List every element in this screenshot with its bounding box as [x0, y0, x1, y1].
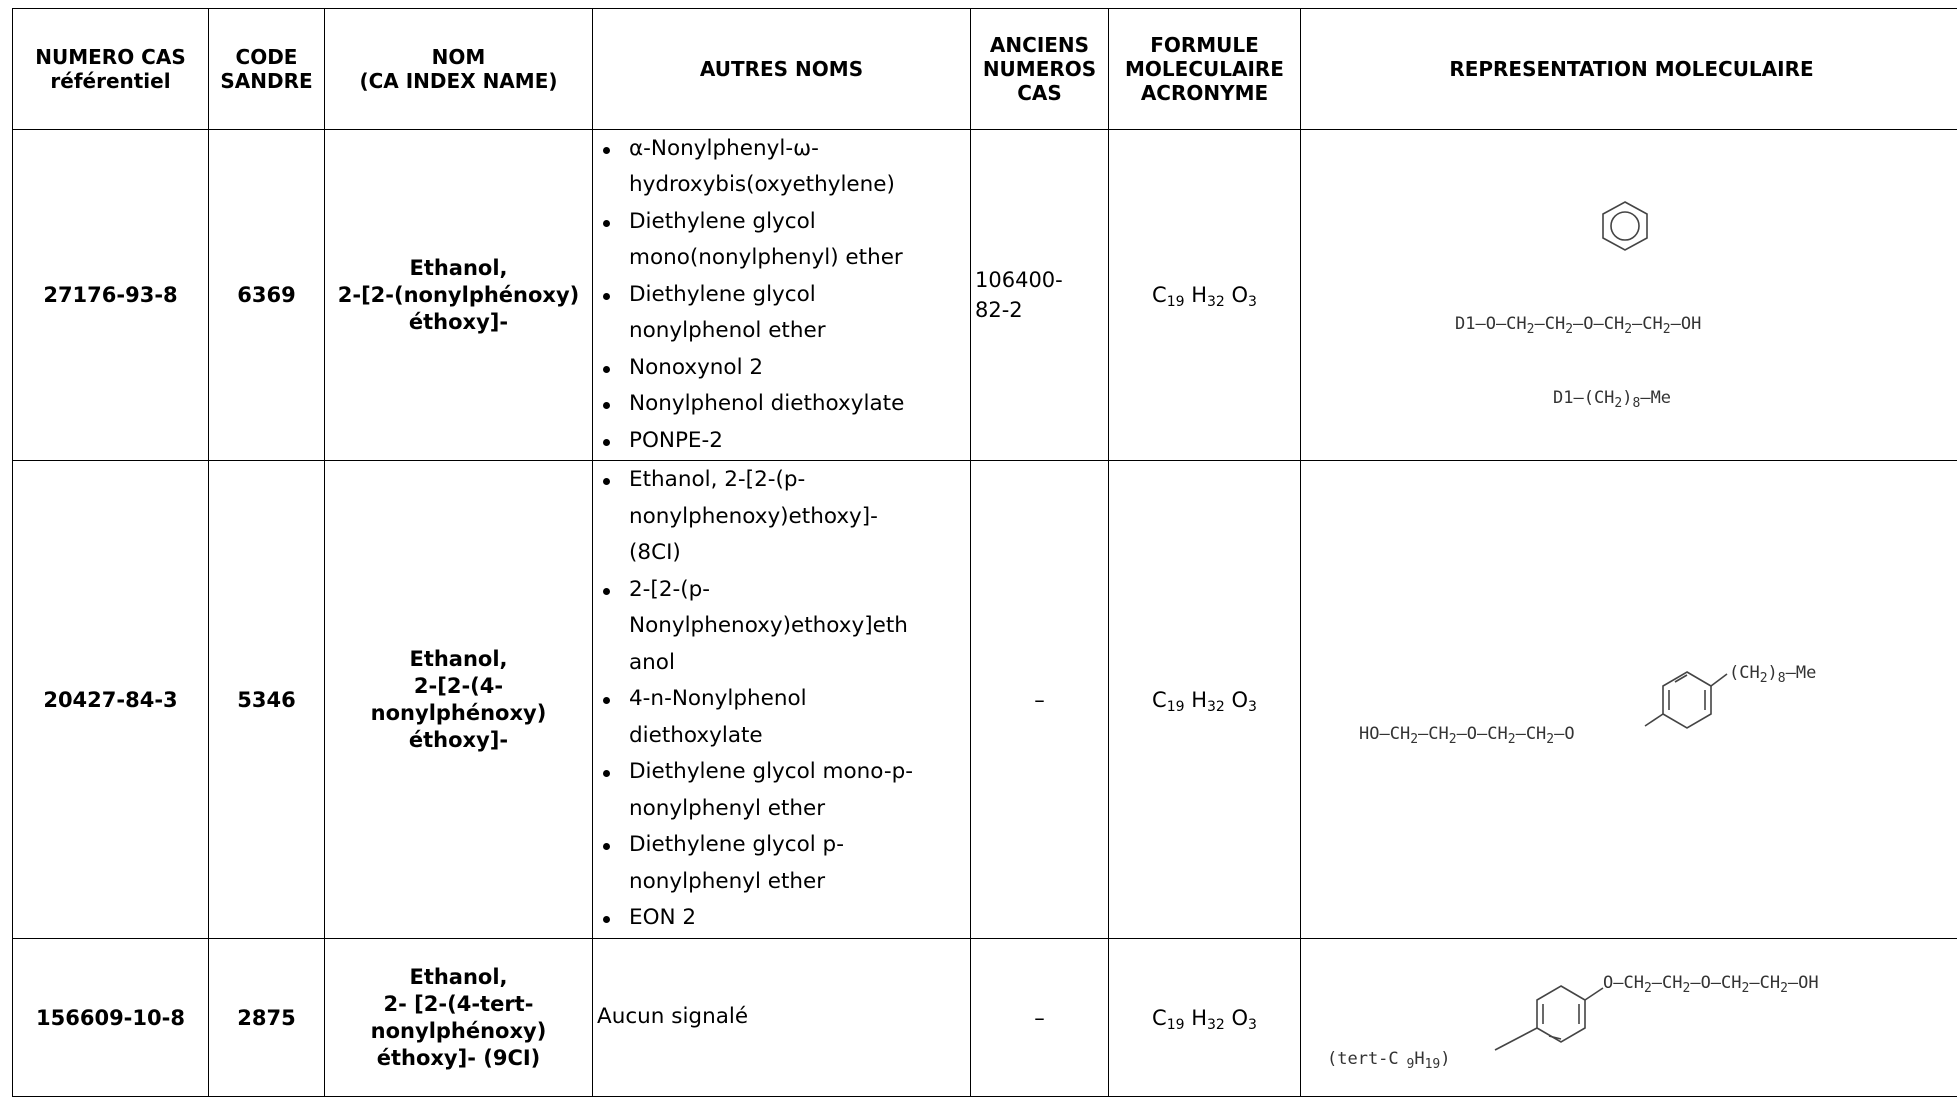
list-item: 2-[2-(p- Nonylphenoxy)ethoxy]eth anol — [629, 572, 966, 682]
header-nom: NOM (CA INDEX NAME) — [325, 9, 593, 130]
list-item: Nonylphenol diethoxylate — [629, 386, 966, 423]
other-names-list — [597, 131, 966, 460]
molecule-structure-3 — [1305, 940, 1957, 1096]
benzene-ring-icon — [1495, 986, 1603, 1050]
cas-number-cell: 20427-84-3 — [13, 461, 209, 939]
list-item: Nonoxynol 2 — [629, 350, 966, 387]
table-row — [13, 939, 1957, 1097]
ca-index-name-cell: Ethanol, 2- [2-(4-tert- nonylphénoxy) éthoxy]- (9CI) — [325, 939, 593, 1097]
table-row — [13, 461, 1957, 939]
ca-index-name-cell: Ethanol, 2-[2-(4- nonylphénoxy) éthoxy]- — [325, 461, 593, 939]
code-sandre-cell: 5346 — [209, 461, 325, 939]
chain-formula: $O—CH_2—CH_2—O—CH_2—CH_2—OH$ — [1603, 973, 1819, 996]
list-item: 4-n-Nonylphenol diethoxylate — [629, 681, 966, 754]
cas-substance-table — [12, 8, 1957, 1097]
former-cas-cell: – — [971, 939, 1109, 1097]
header-code: CODE SANDRE — [209, 9, 325, 130]
substituent-formula: $(CH_2)_8—Me$ — [1729, 663, 1816, 686]
list-item: Diethylene glycol mono-p- nonylphenyl ether — [629, 754, 966, 827]
molecular-representation-cell — [1301, 461, 1957, 939]
former-cas-cell: 106400- 82-2 — [971, 130, 1109, 461]
list-item: EON 2 — [629, 900, 966, 937]
list-item: PONPE-2 — [629, 423, 966, 460]
list-item: Diethylene glycol nonylphenol ether — [629, 277, 966, 350]
cas-number-cell: 156609-10-8 — [13, 939, 209, 1097]
code-sandre-cell: 6369 — [209, 130, 325, 461]
chain-formula: $D1—O—CH_2—CH_2—O—CH_2—CH_2—OH$ — [1455, 314, 1701, 337]
other-names-cell — [593, 130, 971, 461]
header-cas: NUMERO CAS référentiel — [13, 9, 209, 130]
molecular-representation-cell — [1301, 130, 1957, 461]
chain-formula: $HO—CH_2—CH_2—O—CH_2—CH_2—O$ — [1359, 724, 1575, 747]
benzene-ring-icon — [1645, 672, 1727, 728]
cas-number-cell: 27176-93-8 — [13, 130, 209, 461]
code-sandre-cell: 2875 — [209, 939, 325, 1097]
substituent-formula: (tert-C $_9H_{19}$) — [1327, 1049, 1450, 1072]
list-item: α-Nonylphenyl-ω- hydroxybis(oxyethylene) — [629, 131, 966, 204]
header-representation: REPRESENTATION MOLECULAIRE — [1301, 9, 1957, 130]
list-item: Diethylene glycol mono(nonylphenyl) ether — [629, 204, 966, 277]
molecule-structure-1 — [1305, 130, 1957, 460]
other-names-cell: Aucun signalé — [593, 939, 971, 1097]
other-names-cell — [593, 461, 971, 939]
table-row — [13, 130, 1957, 461]
other-names-list — [597, 462, 966, 937]
molecular-formula-cell: $C_{19}$ $H_{32}$ $O_3$ — [1109, 461, 1301, 939]
header-row — [13, 9, 1957, 130]
substituent-formula: $D1—(CH_2)_8—Me$ — [1553, 388, 1671, 411]
molecular-formula-cell: $C_{19}$ $H_{32}$ $O_3$ — [1109, 939, 1301, 1097]
header-formule: FORMULE MOLECULAIRE ACRONYME — [1109, 9, 1301, 130]
molecule-structure-2 — [1305, 462, 1957, 938]
header-anciens-numeros: ANCIENS NUMEROS CAS — [971, 9, 1109, 130]
molecular-representation-cell — [1301, 939, 1957, 1097]
list-item: Ethanol, 2-[2-(p- nonylphenoxy)ethoxy]- (8CI) — [629, 462, 966, 572]
ca-index-name-cell: Ethanol, 2-[2-(nonylphénoxy) éthoxy]- — [325, 130, 593, 461]
list-item: Diethylene glycol p- nonylphenyl ether — [629, 827, 966, 900]
header-autres-noms: AUTRES NOMS — [593, 9, 971, 130]
former-cas-cell: – — [971, 461, 1109, 939]
molecular-formula-cell: $C_{19}$ $H_{32}$ $O_3$ — [1109, 130, 1301, 461]
benzene-ring-icon — [1603, 202, 1647, 250]
